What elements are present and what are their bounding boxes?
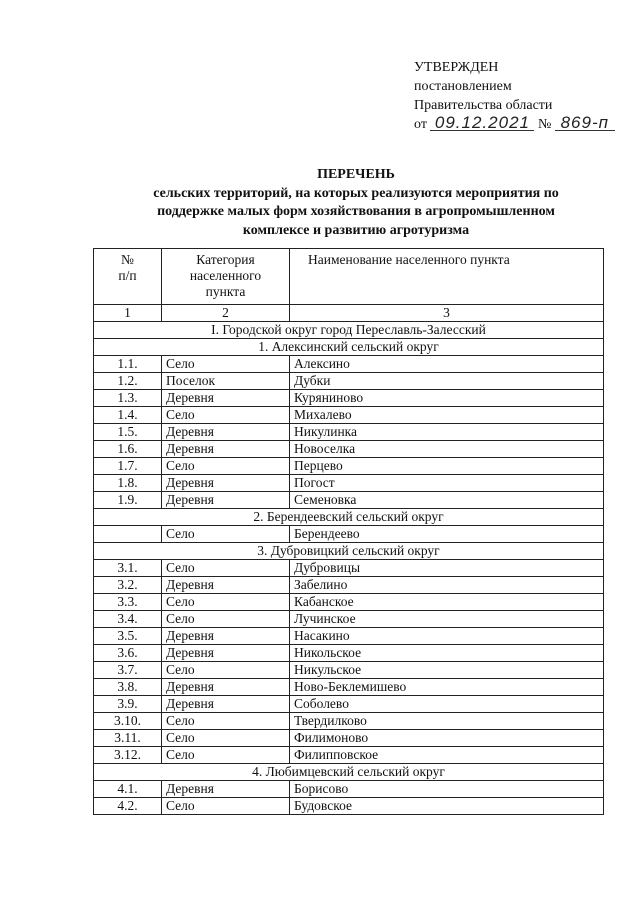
approval-approved: УТВЕРЖДЕН — [414, 60, 499, 75]
row-settlement-name: Твердилково — [290, 713, 604, 730]
row-number: 1.5. — [94, 424, 162, 441]
table-row — [94, 781, 604, 798]
table-row — [94, 407, 604, 424]
table-row — [94, 458, 604, 475]
row-number: 1.3. — [94, 390, 162, 407]
table-row — [94, 577, 604, 594]
row-number: 3.4. — [94, 611, 162, 628]
row-number: 3.11. — [94, 730, 162, 747]
approval-from: от — [414, 117, 427, 132]
row-category: Деревня — [162, 441, 290, 458]
table-row — [94, 424, 604, 441]
row-number: 3.3. — [94, 594, 162, 611]
row-category: Село — [162, 747, 290, 764]
row-category: Село — [162, 356, 290, 373]
row-number: 3.2. — [94, 577, 162, 594]
row-number: 1.7. — [94, 458, 162, 475]
section-row — [94, 339, 604, 356]
title-heading: ПЕРЕЧЕНЬ — [317, 167, 395, 182]
row-category: Село — [162, 662, 290, 679]
row-category: Деревня — [162, 628, 290, 645]
row-number: 3.5. — [94, 628, 162, 645]
row-number: 1.1. — [94, 356, 162, 373]
approval-government: Правительства области — [414, 98, 553, 113]
table-row — [94, 696, 604, 713]
header-number: № п/п — [94, 249, 162, 305]
row-category: Деревня — [162, 390, 290, 407]
section-title: 4. Любимцевский сельский округ — [94, 764, 604, 781]
row-settlement-name: Михалево — [290, 407, 604, 424]
row-category: Село — [162, 458, 290, 475]
row-settlement-name: Филипповское — [290, 747, 604, 764]
section-row — [94, 764, 604, 781]
row-settlement-name: Борисово — [290, 781, 604, 798]
row-settlement-name: Насакино — [290, 628, 604, 645]
row-settlement-name: Будовское — [290, 798, 604, 815]
table-row — [94, 713, 604, 730]
title-line-1: сельских территорий, на которых реализуются мероприятия по — [153, 185, 559, 201]
document-title — [100, 166, 612, 240]
row-number: 3.10. — [94, 713, 162, 730]
row-category: Деревня — [162, 492, 290, 509]
row-number: 1.8. — [94, 475, 162, 492]
table-row — [94, 747, 604, 764]
table-row — [94, 356, 604, 373]
row-settlement-name: Лучинское — [290, 611, 604, 628]
table-row — [94, 645, 604, 662]
table-row — [94, 526, 604, 543]
row-category: Деревня — [162, 645, 290, 662]
row-settlement-name: Берендеево — [290, 526, 604, 543]
row-category: Село — [162, 560, 290, 577]
row-category: Село — [162, 798, 290, 815]
row-category: Село — [162, 407, 290, 424]
row-number: 1.2. — [94, 373, 162, 390]
row-number: 3.1. — [94, 560, 162, 577]
row-category: Село — [162, 594, 290, 611]
row-category: Деревня — [162, 577, 290, 594]
row-settlement-name: Погост — [290, 475, 604, 492]
row-settlement-name: Никульское — [290, 662, 604, 679]
section-row — [94, 509, 604, 526]
row-number: 1.4. — [94, 407, 162, 424]
row-number — [94, 526, 162, 543]
table-row — [94, 441, 604, 458]
row-category: Деревня — [162, 696, 290, 713]
row-settlement-name: Забелино — [290, 577, 604, 594]
row-settlement-name: Никольское — [290, 645, 604, 662]
column-number-3: 3 — [290, 305, 604, 322]
row-number: 3.6. — [94, 645, 162, 662]
header-settlement-name: Наименование населенного пункта — [290, 249, 604, 305]
table-column-numbers — [94, 305, 604, 322]
approval-number: 869-п — [555, 115, 615, 131]
column-number-1: 1 — [94, 305, 162, 322]
row-settlement-name: Алексино — [290, 356, 604, 373]
table-row — [94, 611, 604, 628]
row-number: 1.9. — [94, 492, 162, 509]
approval-date-line — [414, 115, 615, 134]
title-line-3: комплексе и развитию агротуризма — [242, 222, 470, 238]
table-row — [94, 373, 604, 390]
row-number: 4.2. — [94, 798, 162, 815]
row-settlement-name: Перцево — [290, 458, 604, 475]
section-title: 2. Берендеевский сельский округ — [94, 509, 604, 526]
row-settlement-name: Филимоново — [290, 730, 604, 747]
approval-resolution: постановлением — [414, 79, 512, 94]
section-title: I. Городской округ город Переславль-Залесский — [94, 322, 604, 339]
table-row — [94, 390, 604, 407]
row-number: 3.9. — [94, 696, 162, 713]
section-row — [94, 543, 604, 560]
table-row — [94, 798, 604, 815]
section-row — [94, 322, 604, 339]
title-line-2: поддержке малых форм хозяйствования в агропромышленном — [157, 204, 555, 219]
row-category: Село — [162, 713, 290, 730]
row-settlement-name: Кабанское — [290, 594, 604, 611]
approval-block — [414, 58, 615, 134]
table-row — [94, 662, 604, 679]
row-settlement-name: Дубровицы — [290, 560, 604, 577]
row-category: Деревня — [162, 475, 290, 492]
approval-date: 09.12.2021 — [430, 115, 534, 131]
row-category: Село — [162, 730, 290, 747]
row-category: Деревня — [162, 679, 290, 696]
row-category: Поселок — [162, 373, 290, 390]
column-number-2: 2 — [162, 305, 290, 322]
header-category: Категория населенного пункта — [162, 249, 290, 305]
section-title: 3. Дубровицкий сельский округ — [94, 543, 604, 560]
settlements-table — [93, 248, 604, 815]
row-settlement-name: Ново-Беклемишево — [290, 679, 604, 696]
row-category: Село — [162, 611, 290, 628]
row-settlement-name: Новоселка — [290, 441, 604, 458]
section-title: 1. Алексинский сельский округ — [94, 339, 604, 356]
row-number: 1.6. — [94, 441, 162, 458]
row-category: Село — [162, 526, 290, 543]
row-settlement-name: Никулинка — [290, 424, 604, 441]
row-settlement-name: Дубки — [290, 373, 604, 390]
table-row — [94, 730, 604, 747]
table-header-row — [94, 249, 604, 305]
row-settlement-name: Соболево — [290, 696, 604, 713]
row-number: 3.8. — [94, 679, 162, 696]
table-row — [94, 628, 604, 645]
approval-number-sign: № — [537, 117, 552, 132]
table-row — [94, 475, 604, 492]
row-category: Деревня — [162, 424, 290, 441]
table-row — [94, 594, 604, 611]
row-settlement-name: Куряниново — [290, 390, 604, 407]
row-number: 3.7. — [94, 662, 162, 679]
row-number: 4.1. — [94, 781, 162, 798]
row-category: Деревня — [162, 781, 290, 798]
table-row — [94, 560, 604, 577]
table-row — [94, 492, 604, 509]
table-row — [94, 679, 604, 696]
row-number: 3.12. — [94, 747, 162, 764]
row-settlement-name: Семеновка — [290, 492, 604, 509]
